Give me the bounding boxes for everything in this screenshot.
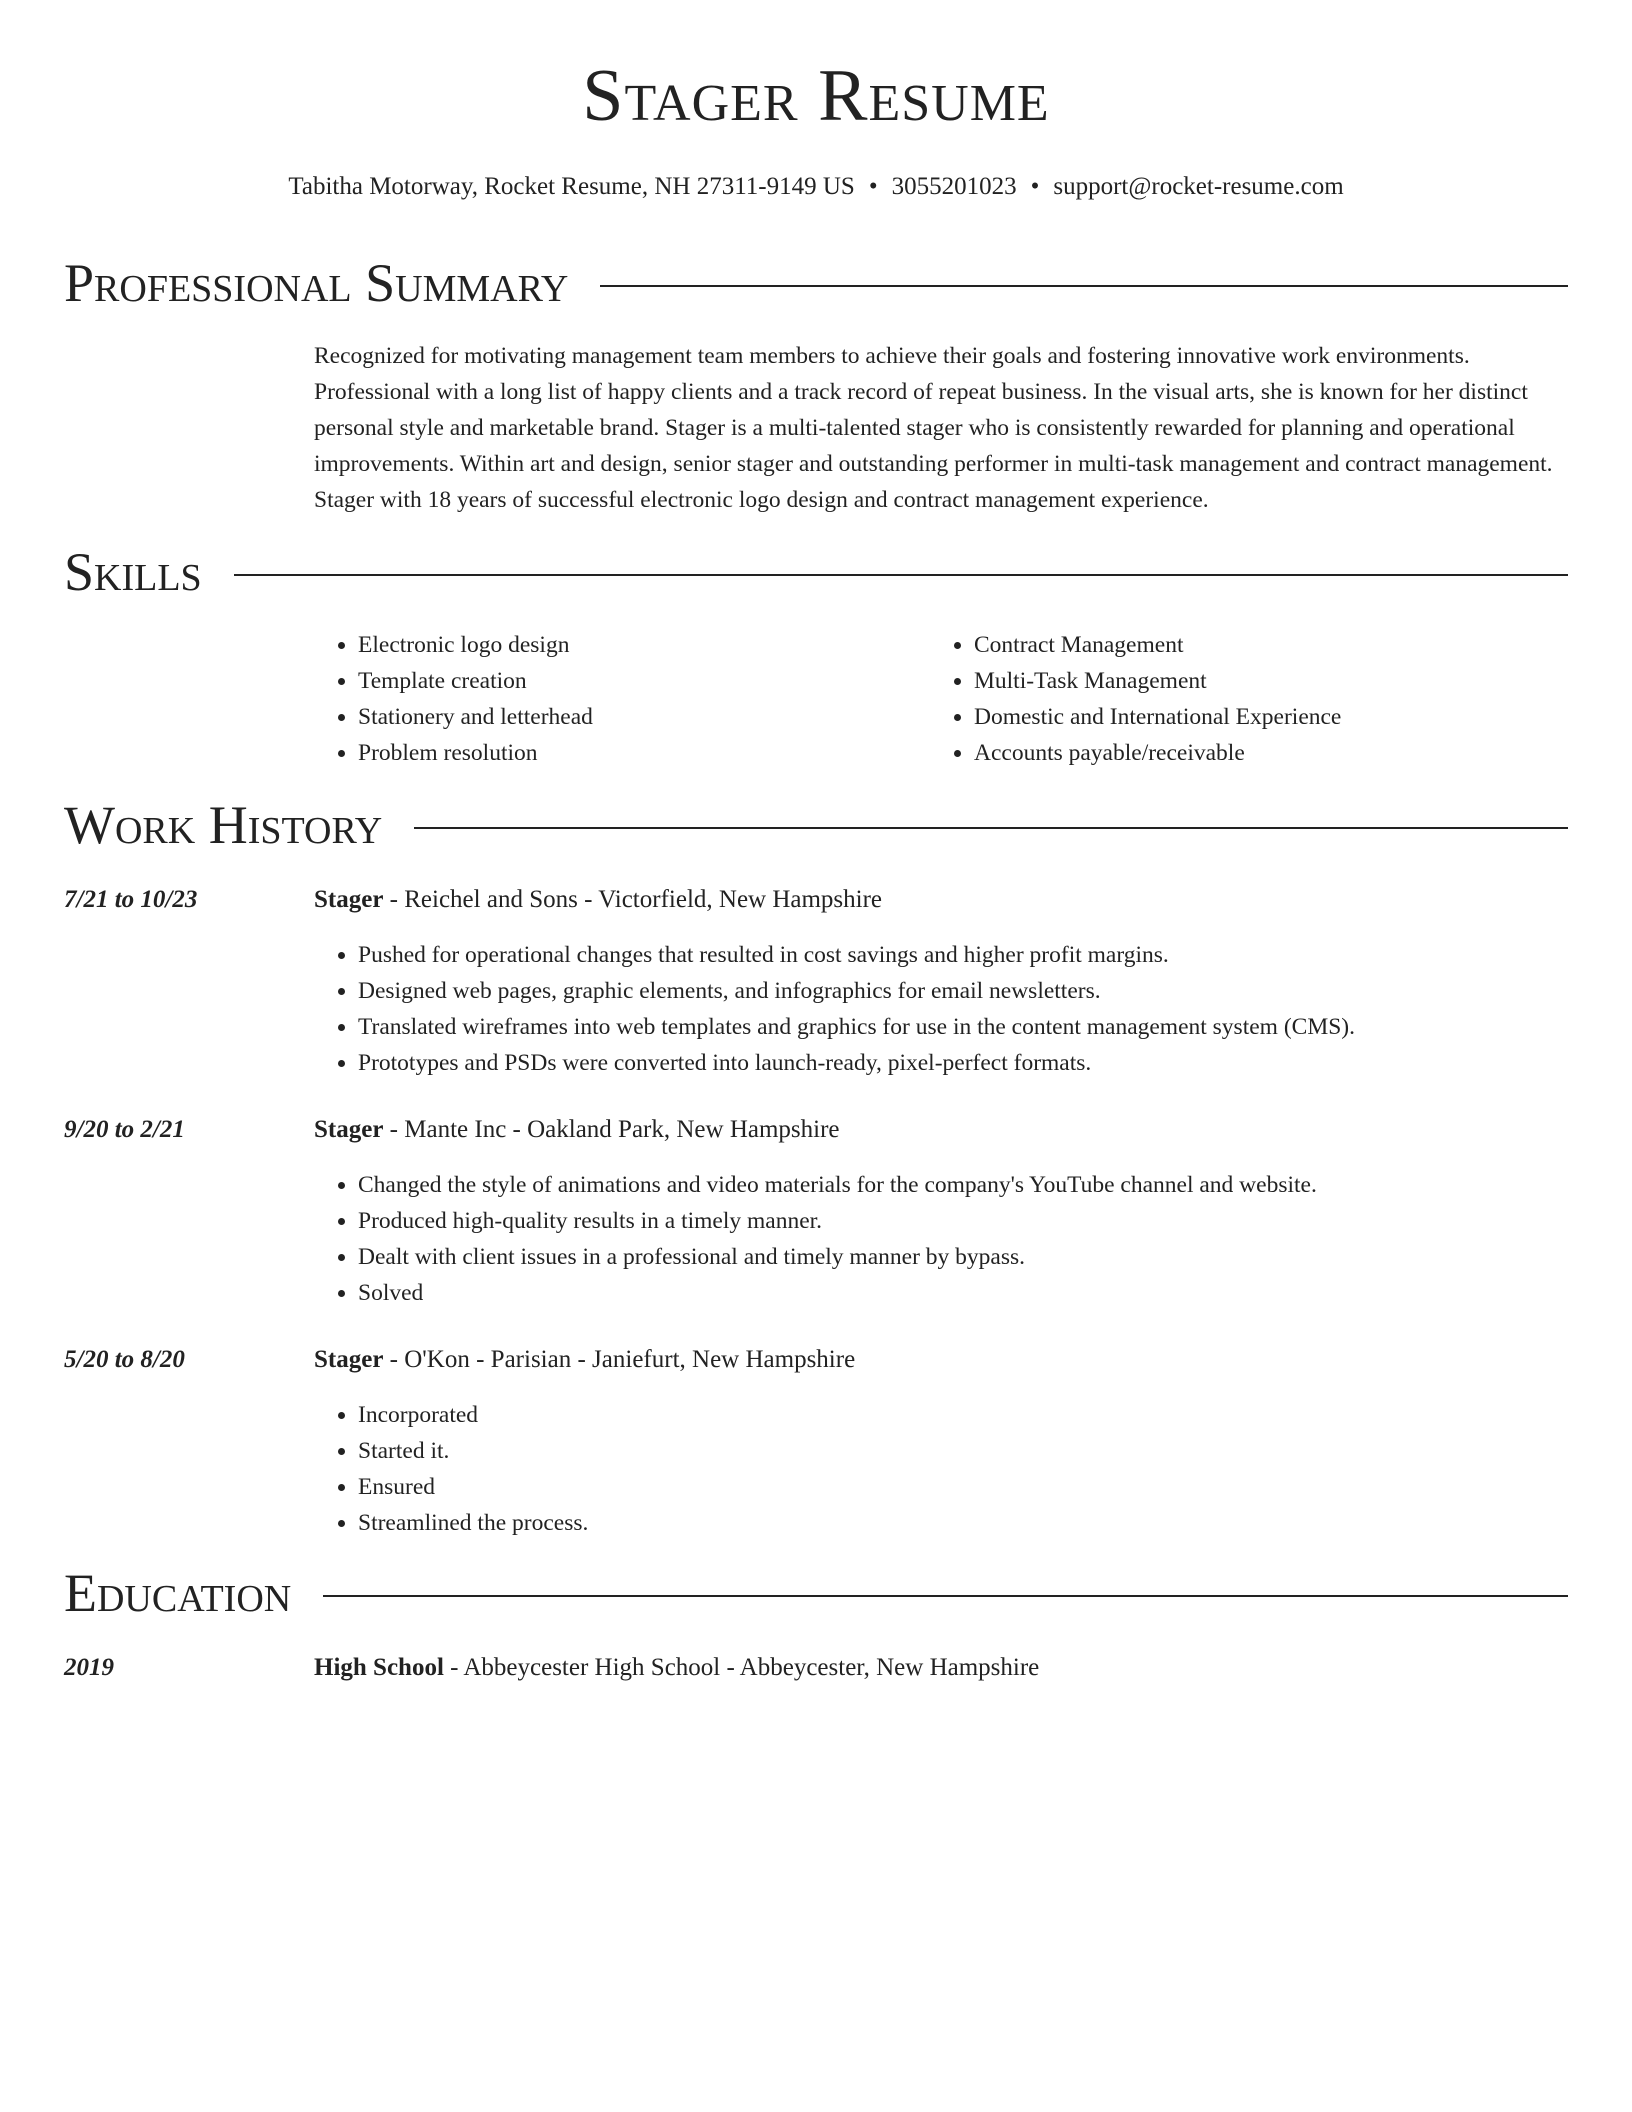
job-bullets — [314, 1167, 1564, 1311]
skill-item: • Domestic and International Experience — [974, 699, 1550, 735]
summary-section-title: Professional Summary — [64, 253, 569, 313]
job-bullet: • Designed web pages, graphic elements, and infographics for email newsletters. — [358, 973, 1564, 1009]
skill-item: • Multi-Task Management — [974, 663, 1550, 699]
contact-separator: • — [868, 173, 878, 200]
skill-item: • Stationery and letterhead — [358, 699, 914, 735]
summary-section-header — [64, 254, 1568, 313]
skills-section-header — [64, 543, 1568, 602]
contact-address: Tabitha Motorway, Rocket Resume, NH 27311-9149 US — [288, 173, 855, 200]
job-bullet: • Prototypes and PSDs were converted into launch-ready, pixel-perfect formats. — [358, 1045, 1564, 1081]
job-employer: - Mante Inc - Oakland Park, New Hampshire — [383, 1116, 840, 1143]
skills-list-right — [930, 627, 1550, 771]
job-title: Stager — [314, 886, 384, 913]
job-bullet: • Changed the style of animations and video materials for the company's YouTube channel and website. — [358, 1167, 1564, 1203]
contact-separator: • — [1030, 173, 1040, 200]
resume-name: Stager Resume — [582, 55, 1050, 137]
skills-list-left — [314, 627, 914, 771]
job-heading — [314, 882, 882, 918]
job-heading — [314, 1342, 855, 1378]
job-dates: 5/20 to 8/20 — [64, 1346, 185, 1373]
job-bullet: • Started it. — [358, 1433, 1564, 1469]
job-bullets — [314, 937, 1564, 1081]
job-employer: - Reichel and Sons - Victorfield, New Hampshire — [383, 886, 883, 913]
job-title: Stager — [314, 1116, 384, 1143]
skill-item: • Electronic logo design — [358, 627, 914, 663]
job-bullet: • Incorporated — [358, 1397, 1564, 1433]
education-heading — [314, 1650, 1039, 1686]
contact-email: support@rocket-resume.com — [1053, 173, 1344, 200]
section-divider — [414, 827, 1568, 829]
job-dates: 9/20 to 2/21 — [64, 1116, 185, 1143]
skills-left-column — [314, 627, 914, 771]
education-degree: High School — [314, 1654, 444, 1681]
job-bullet: • Ensured — [358, 1469, 1564, 1505]
contact-line — [0, 172, 1632, 202]
job-bullet: • Pushed for operational changes that resulted in cost savings and higher profit margins. — [358, 937, 1564, 973]
section-divider — [323, 1595, 1568, 1597]
education-section-title: Education — [64, 1563, 292, 1623]
contact-phone: 3055201023 — [891, 173, 1017, 200]
work-section-title: Work History — [64, 795, 383, 855]
skills-section-title: Skills — [64, 542, 202, 602]
section-divider — [234, 574, 1568, 576]
skill-item: • Contract Management — [974, 627, 1550, 663]
work-section-header — [64, 796, 1568, 855]
skill-item: • Problem resolution — [358, 735, 914, 771]
job-bullet: • Solved — [358, 1275, 1564, 1311]
job-bullet: • Translated wireframes into web templates and graphics for use in the content management system (CMS). — [358, 1009, 1564, 1045]
job-title: Stager — [314, 1346, 384, 1373]
section-divider — [600, 285, 1568, 287]
education-school: - Abbeycester High School - Abbeycester, New Hampshire — [443, 1654, 1040, 1681]
job-dates: 7/21 to 10/23 — [64, 886, 198, 913]
skill-item: • Template creation — [358, 663, 914, 699]
job-bullet: • Produced high-quality results in a timely manner. — [358, 1203, 1564, 1239]
job-bullets — [314, 1397, 1564, 1541]
job-employer: - O'Kon - Parisian - Janiefurt, New Hampshire — [383, 1346, 856, 1373]
summary-text: Recognized for motivating management team members to achieve their goals and fostering innovative work environments. Professional with a long list of happy clients and a track record of repeat business. In the visual arts, she is known for her distinct personal style and marketable brand. Stager is a multi-talented stager who is consistently rewarded for planning and operational improvements. Within art and design, senior stager and outstanding performer in multi-task management and contract management. Stager with 18 years of successful electronic logo design and contract management experience. — [314, 343, 1553, 513]
job-bullet: • Streamlined the process. — [358, 1505, 1564, 1541]
education-year: 2019 — [64, 1654, 114, 1681]
job-heading — [314, 1112, 840, 1148]
skills-right-column — [930, 627, 1550, 771]
education-section-header — [64, 1564, 1568, 1623]
job-bullet-list — [314, 1167, 1564, 1311]
job-bullet: • Dealt with client issues in a professional and timely manner by bypass. — [358, 1239, 1564, 1275]
skill-item: • Accounts payable/receivable — [974, 735, 1550, 771]
job-bullet-list — [314, 937, 1564, 1081]
job-bullet-list — [314, 1397, 1564, 1541]
